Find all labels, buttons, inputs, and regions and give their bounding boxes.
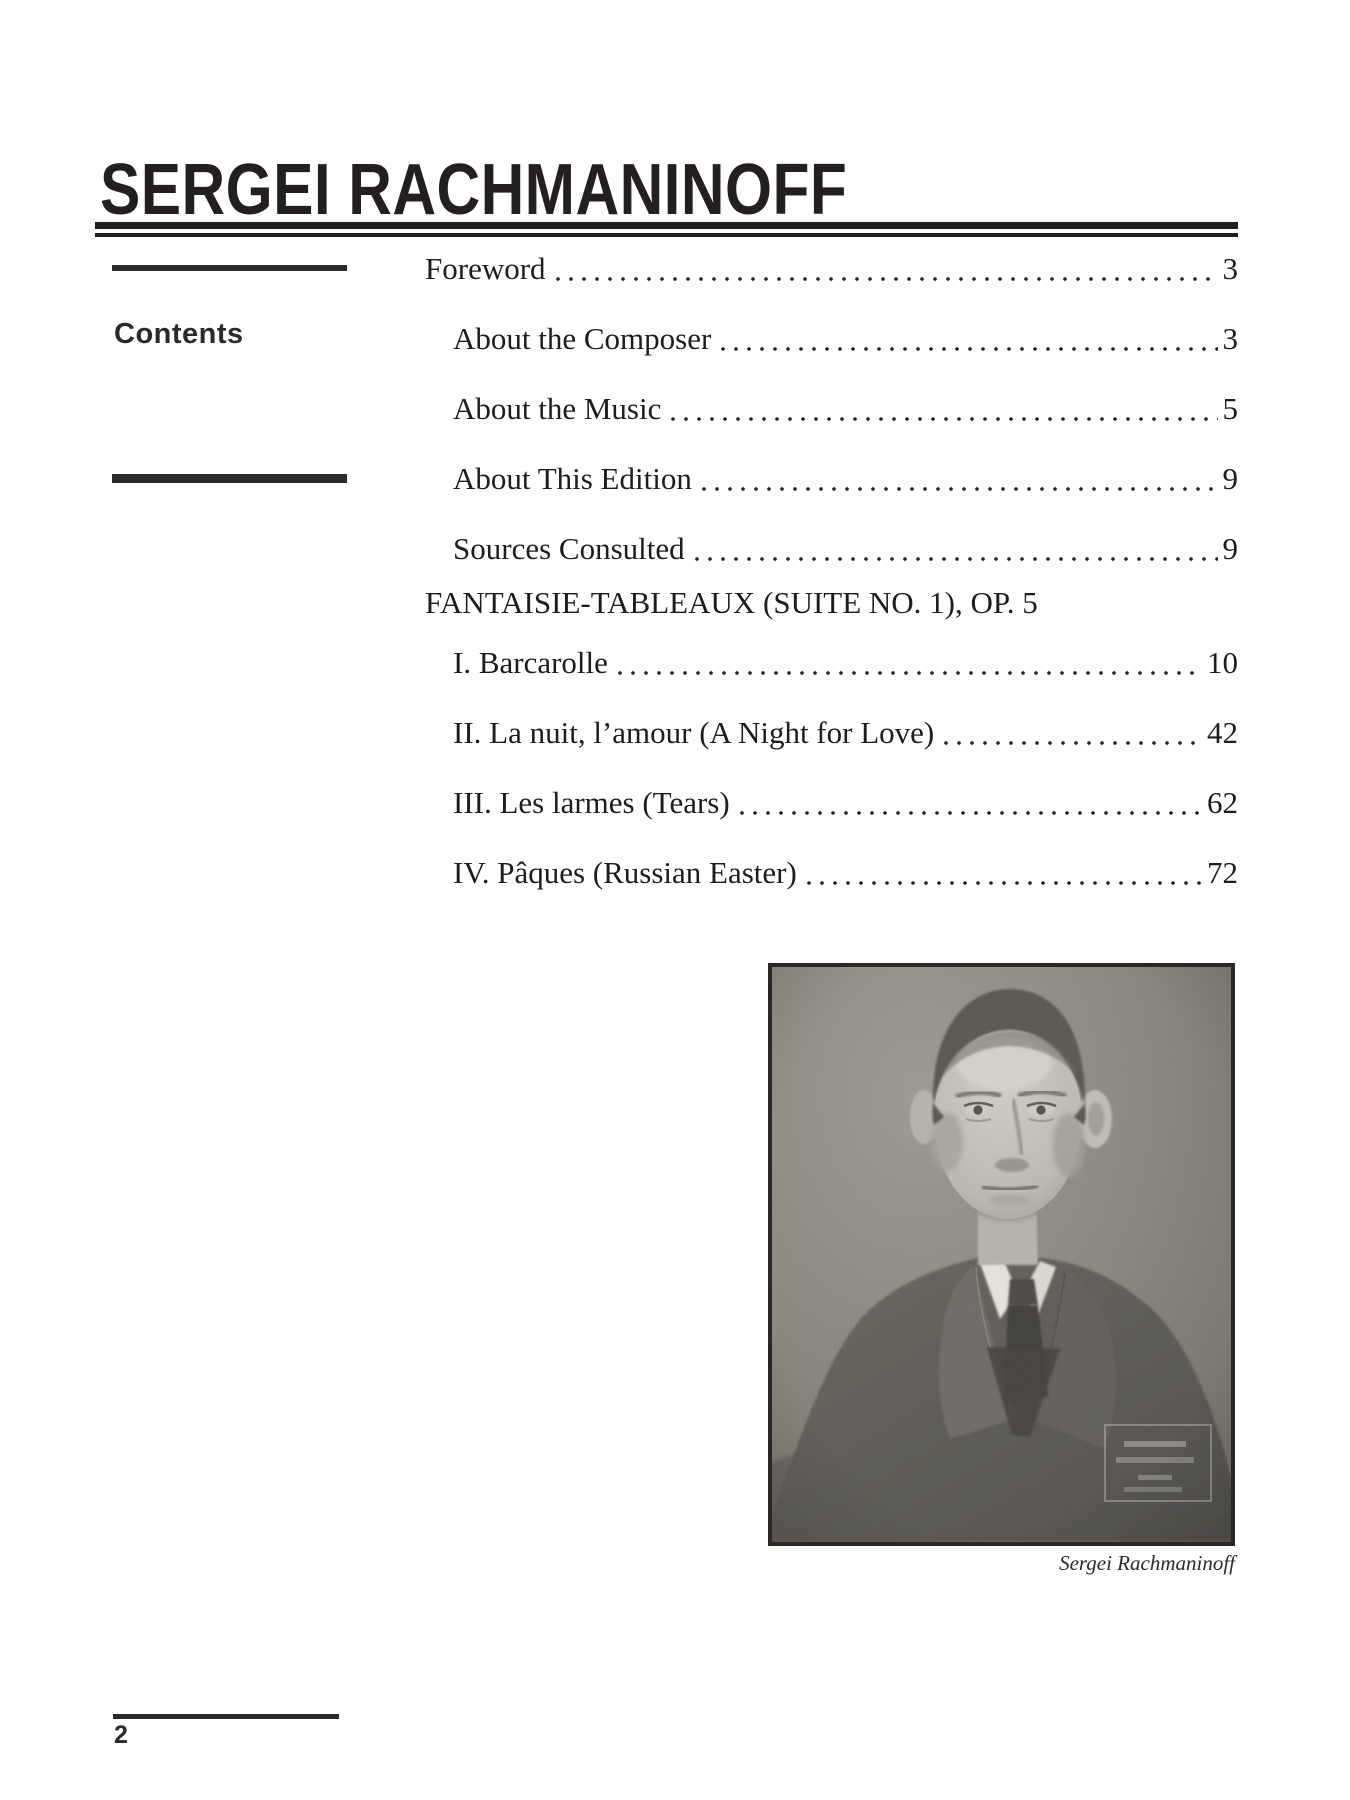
- toc-entry: [425, 854, 1238, 892]
- toc-entry-label: Sources Consulted: [453, 531, 685, 566]
- contents-rule-top: [112, 265, 347, 271]
- portrait-photo: [768, 963, 1235, 1546]
- title-double-rule: [95, 222, 1238, 237]
- toc-entry-label: About the Composer: [453, 321, 712, 356]
- toc-page-number: 9: [1222, 461, 1238, 496]
- toc-page-number: 9: [1222, 531, 1238, 566]
- page-title: SERGEI RACHMANINOFF: [100, 150, 848, 231]
- toc-page-number: 3: [1222, 251, 1238, 286]
- toc-entry-label: About the Music: [453, 391, 662, 426]
- toc-page-number: 42: [1207, 715, 1238, 750]
- toc-page-number: 5: [1222, 391, 1238, 426]
- toc-page-number: 72: [1207, 855, 1238, 890]
- contents-label: Contents: [114, 318, 244, 350]
- toc-entry: [425, 320, 1238, 358]
- toc-entry: [425, 530, 1238, 568]
- toc-leader-dots: [691, 530, 1220, 568]
- toc-entry: [425, 714, 1238, 752]
- page-number: 2: [114, 1721, 128, 1749]
- toc-leader-dots: [552, 250, 1220, 288]
- toc-entry: [425, 644, 1238, 682]
- photo-caption: Sergei Rachmaninoff: [1059, 1551, 1235, 1575]
- toc-entry-label: III. Les larmes (Tears): [453, 785, 730, 820]
- toc-entry: [425, 584, 1238, 622]
- toc-entry: [425, 460, 1238, 498]
- contents-rule-bottom: [112, 474, 347, 483]
- toc-entry-label: II. La nuit, l’amour (A Night for Love): [453, 715, 935, 750]
- toc-page-number: 62: [1207, 785, 1238, 820]
- toc-leader-dots: [667, 390, 1219, 428]
- toc-leader-dots: [614, 644, 1204, 682]
- toc-entry-label: I. Barcarolle: [453, 645, 608, 680]
- footer-rule: [113, 1714, 339, 1719]
- toc-leader-dots: [736, 784, 1204, 822]
- rachmaninoff-portrait-image: [772, 967, 1231, 1542]
- toc-leader-dots: [940, 714, 1204, 752]
- toc-page-number: 3: [1222, 321, 1238, 356]
- toc-leader-dots: [717, 320, 1219, 358]
- toc-entry-label: IV. Pâques (Russian Easter): [453, 855, 797, 890]
- toc-entry-label: Foreword: [425, 251, 546, 286]
- toc-entry-label: About This Edition: [453, 461, 692, 496]
- toc-page-number: 10: [1207, 645, 1238, 680]
- toc-entry: [425, 784, 1238, 822]
- toc-entry: [425, 250, 1238, 288]
- toc-entry-label: FANTAISIE-TABLEAUX (SUITE NO. 1), OP. 5: [425, 585, 1038, 620]
- toc-leader-dots: [698, 460, 1220, 498]
- toc-leader-dots: [803, 854, 1204, 892]
- table-of-contents: [425, 250, 1238, 892]
- toc-entry: [425, 390, 1238, 428]
